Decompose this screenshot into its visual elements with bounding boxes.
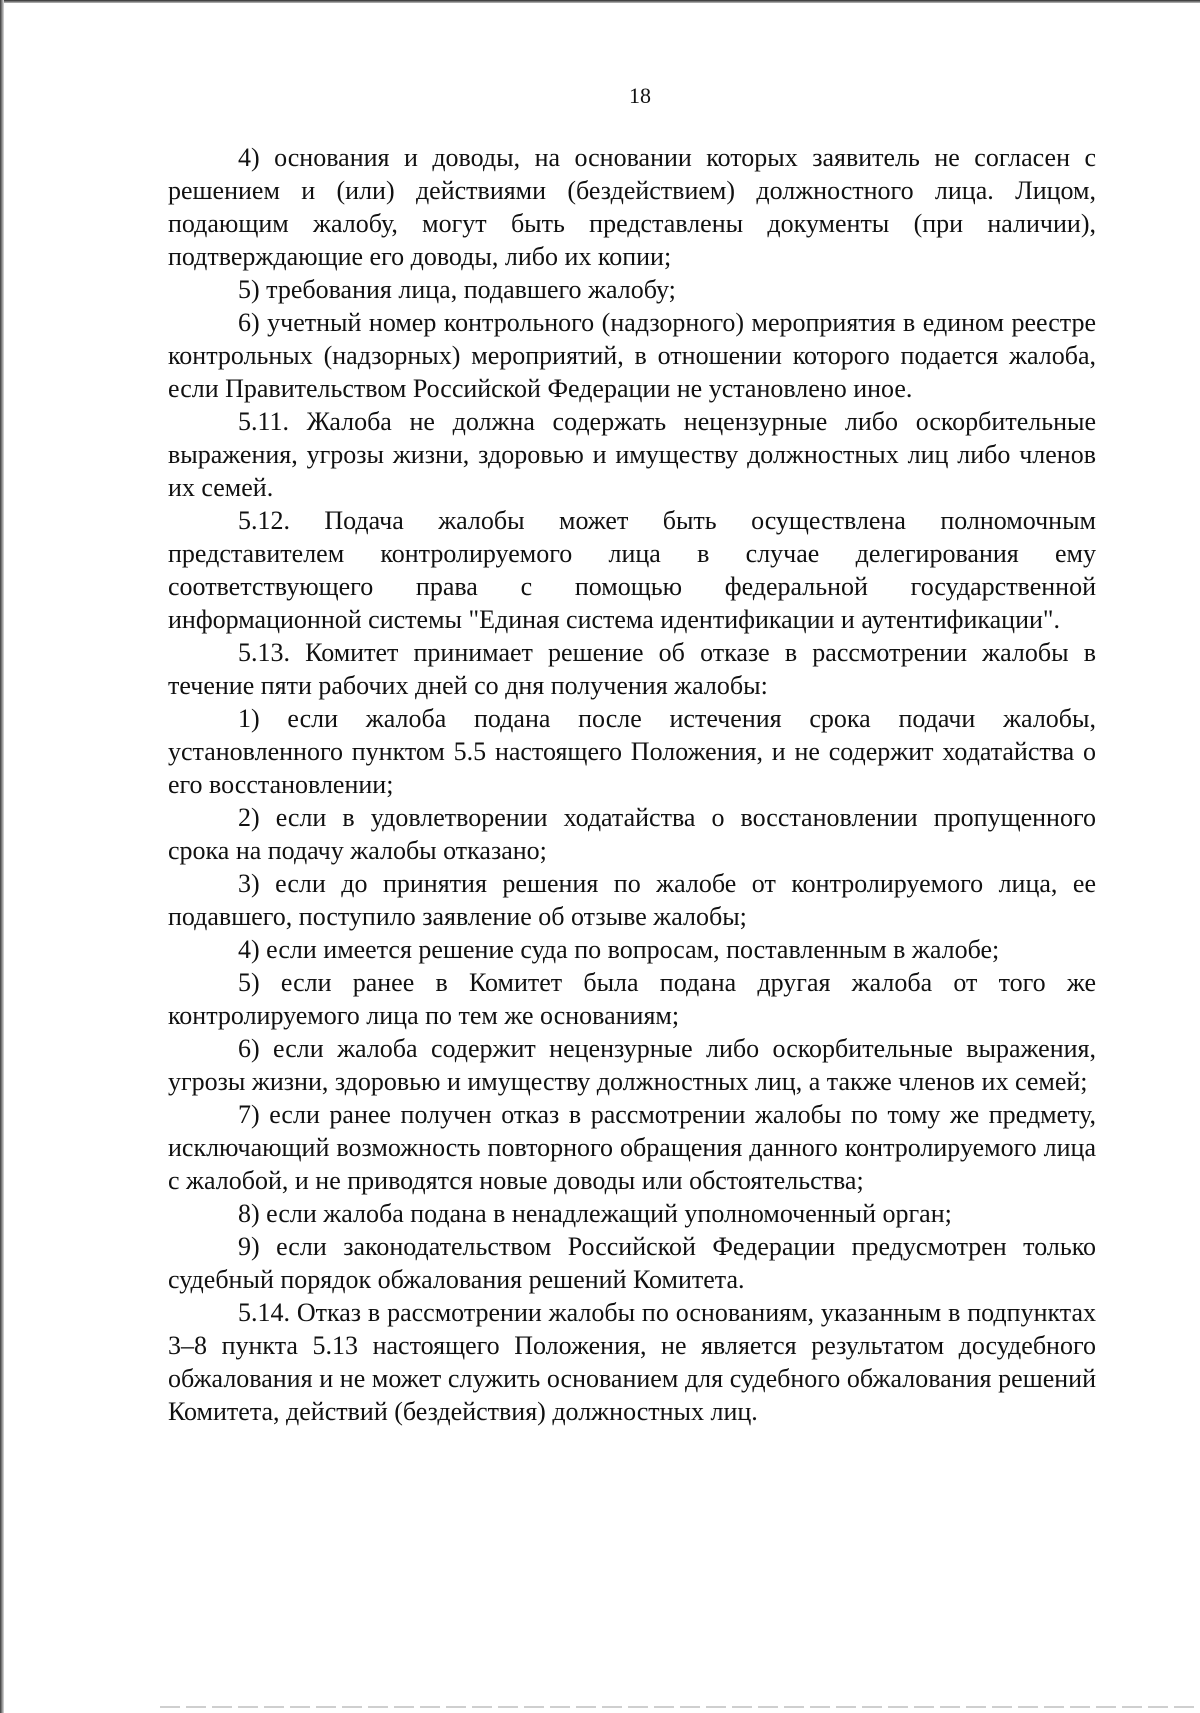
paragraph-5-13: 5.13. Комитет принимает решение об отказе в рассмотрении жалобы в течение пяти рабочих дней со дня получения жалобы: [168,638,1096,700]
scan-edge-bottom [160,1706,1200,1708]
paragraph-5-13-item-4: 4) если имеется решение суда по вопросам, поставленным в жалобе; [238,935,1000,964]
paragraph-5-13-item-3: 3) если до принятия решения по жалобе от контролируемого лица, ее подавшего, поступило заявление об отзыве жалобы; [168,869,1096,931]
paragraph-5-14: 5.14. Отказ в рассмотрении жалобы по основаниям, указанным в подпунктах 3–8 пункта 5.13 настоящего Положения, не является результатом досудебного обжалования и не может служить основанием для судебного обжалования решений Комитета, действий (бездействия) должностных лиц. [168,1298,1096,1426]
paragraph-5-13-item-9: 9) если законодательством Российской Федерации предусмотрен только судебный порядок обжалования решений Комитета. [168,1232,1096,1294]
page-number: 18 [629,83,651,108]
paragraph-5-13-item-5: 5) если ранее в Комитет была подана другая жалоба от того же контролируемого лица по тем же основаниям; [168,968,1096,1030]
paragraph-5-13-item-1: 1) если жалоба подана после истечения срока подачи жалобы, установленного пунктом 5.5 настоящего Положения, и не содержит ходатайства о его восстановлении; [168,704,1096,799]
paragraph-6-registry-number: 6) учетный номер контрольного (надзорного) мероприятия в едином реестре контрольных (надзорных) мероприятий, в отношении которого подается жалоба, если Правительством Российской Федерации не установлено иное. [168,308,1096,403]
document-body [168,141,1096,1428]
paragraph-5-13-item-7: 7) если ранее получен отказ в рассмотрении жалобы по тому же предмету, исключающий возможность повторного обращения данного контролируемого лица с жалобой, и не приводятся новые доводы или обстоятельства; [168,1100,1096,1195]
scan-edge-top [0,0,1200,3]
paragraph-5-11: 5.11. Жалоба не должна содержать нецензурные либо оскорбительные выражения, угрозы жизни, здоровью и имуществу должностных лиц либо членов их семей. [168,407,1096,502]
paragraph-4-grounds: 4) основания и доводы, на основании которых заявитель не согласен с решением и (или) действиями (бездействием) должностного лица. Лицом, подающим жалобу, могут быть представлены документы (при наличии), подтверждающие его доводы, либо их копии; [168,143,1096,271]
paragraph-5-13-item-8: 8) если жалоба подана в ненадлежащий уполномоченный орган; [238,1199,952,1228]
paragraph-5-requirements: 5) требования лица, подавшего жалобу; [238,275,676,304]
paragraph-5-13-item-2: 2) если в удовлетворении ходатайства о восстановлении пропущенного срока на подачу жалобы отказано; [168,803,1096,865]
scan-edge-left [0,0,4,1713]
paragraph-5-12: 5.12. Подача жалобы может быть осуществлена полномочным представителем контролируемого лица в случае делегирования ему соответствующего права с помощью федеральной государственной информационной системы "Единая система идентификации и аутентификации". [168,506,1096,634]
paragraph-5-13-item-6: 6) если жалоба содержит нецензурные либо оскорбительные выражения, угрозы жизни, здоровью и имуществу должностных лиц, а также членов их семей; [168,1034,1096,1096]
